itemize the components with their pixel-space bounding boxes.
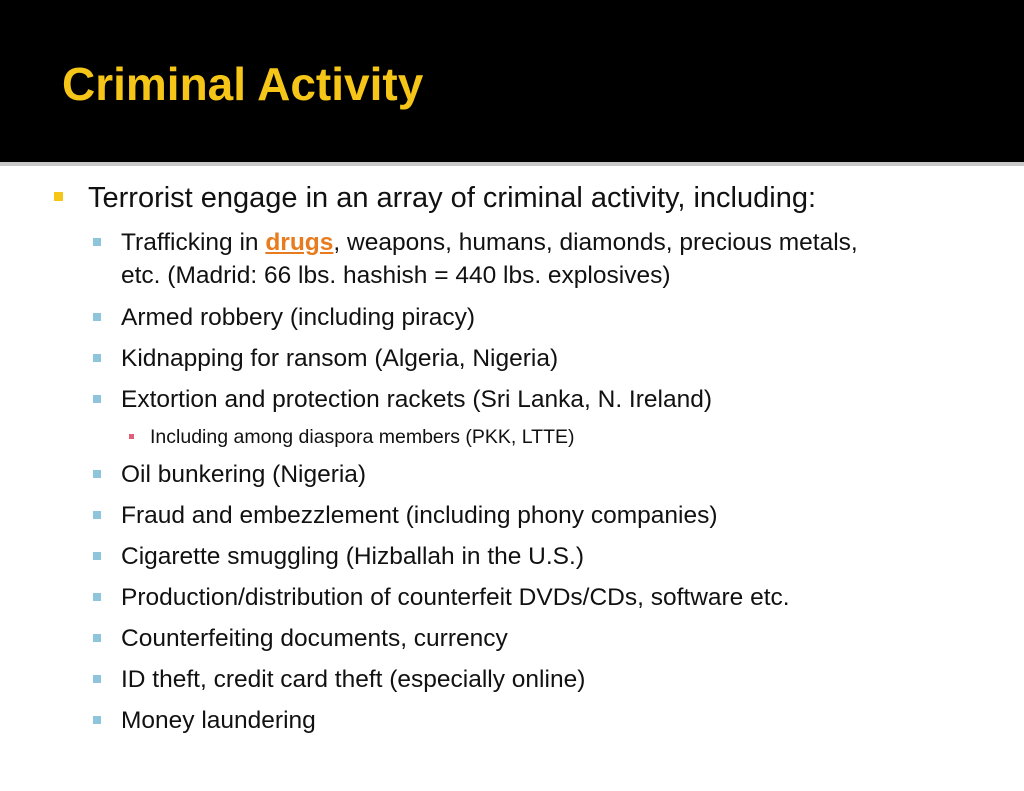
bullet-text: Armed robbery (including piracy) <box>121 304 476 331</box>
bullet-text: Terrorist engage in an array of criminal activity, including: <box>88 182 817 214</box>
square-bullet-icon <box>93 470 101 478</box>
bullet-diaspora <box>150 423 575 451</box>
bullet-counterfeit-documents <box>121 622 508 655</box>
slide-title: Criminal Activity <box>62 58 424 110</box>
bullet-text: Including among diaspora members (PKK, LTTE) <box>150 426 575 448</box>
square-bullet-icon <box>93 716 101 724</box>
bullet-kidnapping <box>121 342 558 375</box>
title-divider <box>0 162 1024 166</box>
bullet-text: ID theft, credit card theft (especially online) <box>121 666 586 693</box>
square-bullet-icon <box>93 593 101 601</box>
bullet-text-prefix: Trafficking in <box>121 229 266 256</box>
bullet-text: Counterfeiting documents, currency <box>121 625 508 652</box>
square-bullet-icon <box>93 313 101 321</box>
bullet-cigarette <box>121 540 584 573</box>
bullet-text: Money laundering <box>121 707 316 734</box>
bullet-text: Extortion and protection rackets (Sri Lanka, N. Ireland) <box>121 386 713 413</box>
square-bullet-icon <box>93 238 101 246</box>
bullet-text: Cigarette smuggling (Hizballah in the U.S.) <box>121 543 584 570</box>
bullet-text-continuation: etc. (Madrid: 66 lbs. hashish = 440 lbs. explosives) <box>121 262 671 289</box>
square-bullet-icon <box>93 395 101 403</box>
bullet-money-laundering <box>121 704 316 737</box>
square-bullet-icon <box>93 354 101 362</box>
bullet-counterfeit-media <box>121 581 790 614</box>
square-bullet-icon <box>54 192 63 201</box>
drugs-link[interactable]: drugs <box>265 229 334 256</box>
bullet-text: Fraud and embezzlement (including phony companies) <box>121 502 718 529</box>
bullet-text-suffix: , weapons, humans, diamonds, precious metals, <box>333 229 858 256</box>
bullet-extortion <box>121 383 712 416</box>
bullet-text: Oil bunkering (Nigeria) <box>121 461 367 488</box>
bullet-oil-bunkering <box>121 458 366 491</box>
bullet-armed-robbery <box>121 301 475 334</box>
bullet-intro <box>88 178 816 218</box>
square-bullet-icon <box>93 675 101 683</box>
square-bullet-icon <box>93 634 101 642</box>
bullet-id-theft <box>121 663 585 696</box>
square-bullet-icon <box>93 511 101 519</box>
square-bullet-icon <box>129 434 134 439</box>
square-bullet-icon <box>93 552 101 560</box>
bullet-trafficking <box>121 226 858 259</box>
bullet-fraud <box>121 499 718 532</box>
bullet-text: Production/distribution of counterfeit DVDs/CDs, software etc. <box>121 584 790 611</box>
bullet-trafficking-line2 <box>121 259 670 292</box>
bullet-text: Kidnapping for ransom (Algeria, Nigeria) <box>121 345 559 372</box>
